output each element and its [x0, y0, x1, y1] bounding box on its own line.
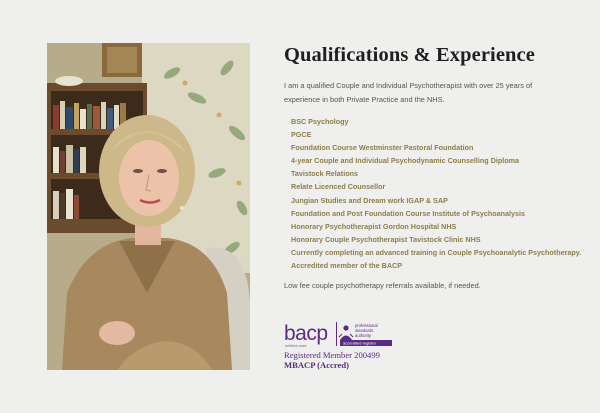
list-item: Foundation Course Westminster Pastoral Foundation [291, 143, 474, 153]
list-item: Tavistock Relations [291, 169, 358, 179]
list-item: Currently completing an advanced training in Couple Psychoanalytic Psychotherapy. [291, 247, 582, 257]
portrait-photo [47, 43, 250, 370]
svg-text:accredited register: accredited register [343, 340, 376, 346]
list-item: Accredited member of the BACP [291, 261, 403, 271]
list-item: 4-year Couple and Individual Psychodynamic Counselling Diploma [291, 156, 520, 166]
bacp-tagline: we'think work [285, 344, 307, 348]
low-fee-note: Low fee couple psychotherapy referrals available, if needed. [284, 281, 481, 291]
registration-info [284, 350, 380, 370]
psa-icon [339, 325, 353, 340]
page-title: Qualifications & Experience [284, 44, 535, 66]
bacp-logo: bacp [284, 322, 328, 345]
list-item: BSC Psychology [291, 117, 349, 126]
mbacp-accred-label: MBACP (Accred) [284, 360, 349, 370]
list-item: Honorary Couple Psychotherapist Tavistock Clinic NHS [291, 234, 481, 244]
list-item: Foundation and Post Foundation Course Institute of Psychoanalysis [291, 208, 526, 218]
list-item: Jungian Studies and Dream work IGAP & SAP [291, 195, 448, 205]
list-item: Honorary Psychotherapist Gordon Hospital NHS [291, 221, 457, 231]
bacp-accreditation-badge [284, 320, 404, 350]
intro-paragraph: I am a qualified Couple and Individual Psychotherapist with over 25 years of experience in both Private Practice and the NHS. [284, 81, 533, 104]
list-item: Relate Licenced Counsellor [291, 182, 386, 192]
qualifications-section [284, 42, 584, 292]
list-item: PGCE [291, 130, 312, 140]
svg-text:standards: standards [355, 328, 374, 333]
registered-member-label: Registered Member 200499 [284, 350, 380, 360]
svg-text:authority: authority [355, 333, 372, 338]
qualifications-list [284, 115, 584, 272]
svg-text:professional: professional [355, 323, 378, 328]
